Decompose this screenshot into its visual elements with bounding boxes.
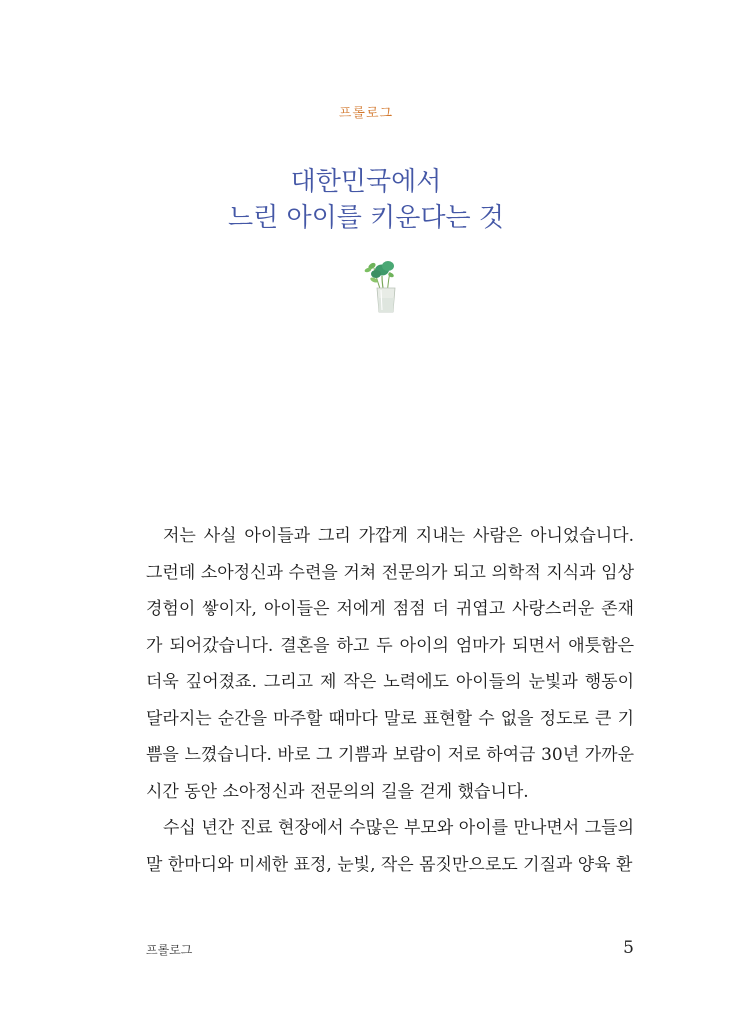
paragraph-1: 저는 사실 아이들과 그리 가깝게 지내는 사람은 아니었습니다. 그런데 소아정신과 수련을 거쳐 전문의가 되고 의학적 지식과 임상 경험이 쌓이자, 아이들은 저에게 점점 더 귀엽고 사랑스러운 존재가 되어갔습니다. 결혼을 하고 두 아이의 엄마가 되면서 애틋함은 더욱 깊어졌죠. 그리고 제 작은 노력에도 아이들의 눈빛과 행동이 달라지는 순간을 마주할 때마다 말로 표현할 수 없을 정도로 큰 기쁨을 느꼈습니다. 바로 그 기쁨과 보람이 저로 하여금 30년 가까운 시간 동안 소아정신과 전문의의 길을 걷게 했습니다. <box>146 526 634 802</box>
running-title: 프롤로그 <box>146 943 193 957</box>
plant-in-glass-icon <box>360 258 406 314</box>
title-line-1: 대한민국에서 <box>290 167 442 197</box>
body-text <box>146 518 634 883</box>
title-line-2: 느린 아이를 키운다는 것 <box>228 203 504 233</box>
page-title <box>0 164 732 236</box>
page-number: 5 <box>623 938 634 958</box>
paragraph-2: 수십 년간 진료 현장에서 수많은 부모와 아이를 만나면서 그들의 말 한마디와 미세한 표정, 눈빛, 작은 몸짓만으로도 기질과 양육 환 <box>146 818 634 875</box>
chapter-label: 프롤로그 <box>338 106 394 121</box>
